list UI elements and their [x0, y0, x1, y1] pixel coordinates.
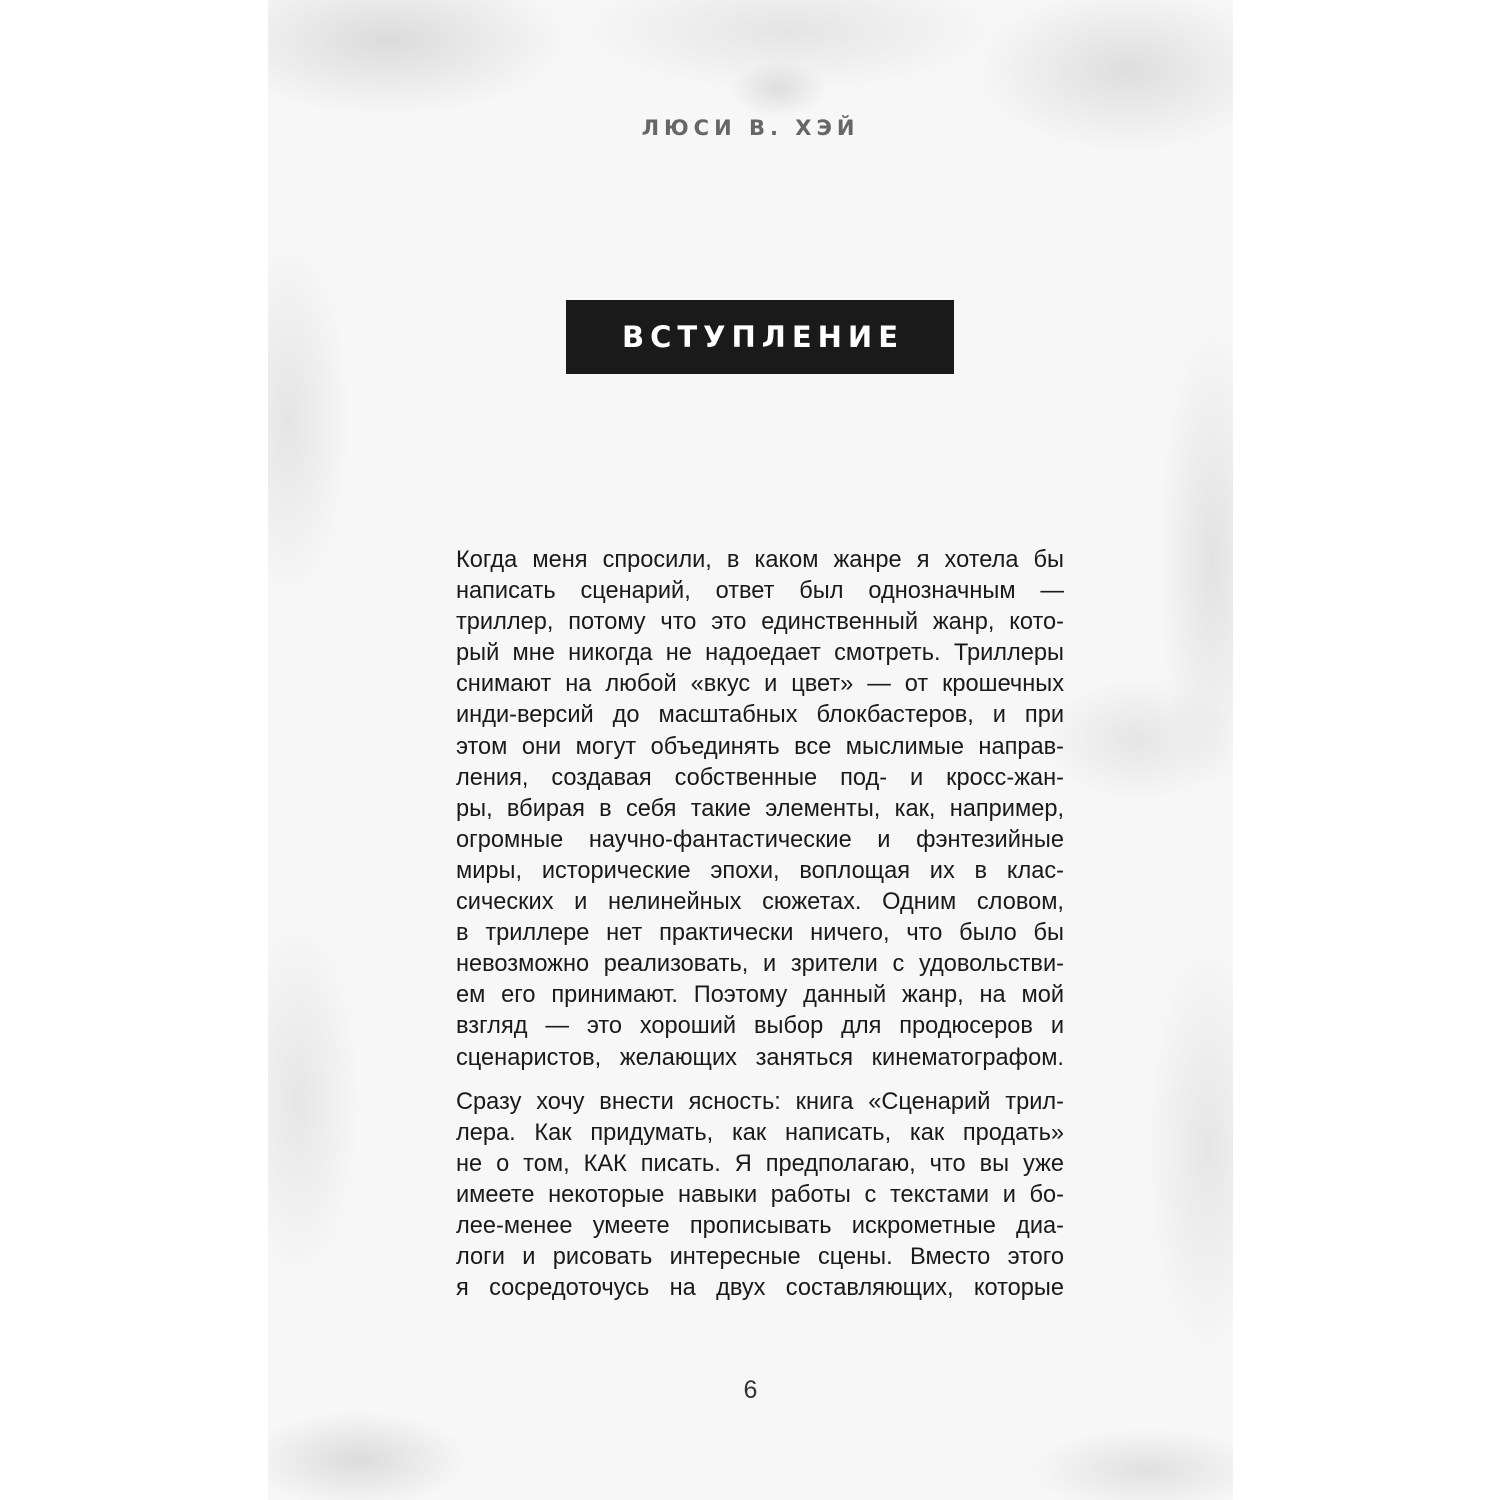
text-line: лее-менее умеете прописывать искрометные диа- — [456, 1212, 1064, 1239]
text-line: этом они могут объединять все мыслимые направ- — [456, 733, 1064, 760]
paragraph-2 — [456, 1087, 1064, 1305]
page-number: 6 — [743, 1376, 758, 1404]
paragraph-1 — [456, 545, 1064, 1074]
text-line: ем его принимают. Поэтому данный жанр, на мой — [456, 982, 1064, 1009]
text-line: написать сценарий, ответ был однозначным — — [456, 578, 1064, 605]
body-text — [456, 545, 1064, 1304]
text-line: Когда меня спросили, в каком жанре я хотела бы — [456, 547, 1064, 573]
chapter-heading-box — [566, 300, 954, 374]
text-line: триллер, потому что это единственный жанр, кото- — [456, 609, 1064, 636]
text-line: огромные научно-фантастические и фэнтезийные — [456, 826, 1064, 853]
book-page — [268, 0, 1233, 1500]
text-line: имеете некоторые навыки работы с текстами и бо- — [456, 1181, 1064, 1208]
text-line: лера. Как придумать, как написать, как продать» — [456, 1119, 1064, 1146]
text-line: логи и рисовать интересные сцены. Вместо этого — [456, 1244, 1064, 1271]
text-line: сценаристов, желающих заняться кинематографом. — [456, 1044, 1064, 1071]
text-line: ления, создавая собственные под- и кросс-жан- — [456, 764, 1064, 791]
paragraph-gap — [456, 1074, 1064, 1087]
text-line: сических и нелинейных сюжетах. Одним словом, — [456, 889, 1064, 916]
text-line: не о том, КАК писать. Я предполагаю, что вы уже — [456, 1150, 1064, 1177]
text-line: инди-версий до масштабных блокбастеров, и при — [456, 702, 1064, 729]
text-line: снимают на любой «вкус и цвет» — от крошечных — [456, 671, 1064, 698]
chapter-title: ВСТУПЛЕНИЕ — [621, 320, 905, 354]
text-line: в триллере нет практически ничего, что было бы — [456, 920, 1064, 947]
text-line: взгляд — это хороший выбор для продюсеров и — [456, 1013, 1064, 1040]
text-line: Сразу хочу внести ясность: книга «Сценарий трил- — [456, 1088, 1064, 1115]
running-head-author: ЛЮСИ В. ХЭЙ — [641, 116, 860, 140]
text-line: ры, вбирая в себя такие элементы, как, например, — [456, 795, 1064, 822]
text-line: невозможно реализовать, и зрители с удовольстви- — [456, 951, 1064, 978]
text-line: миры, исторические эпохи, воплощая их в клас- — [456, 857, 1064, 884]
text-line: я сосредоточусь на двух составляющих, которые — [456, 1275, 1064, 1302]
text-line: рый мне никогда не надоедает смотреть. Триллеры — [456, 640, 1064, 667]
